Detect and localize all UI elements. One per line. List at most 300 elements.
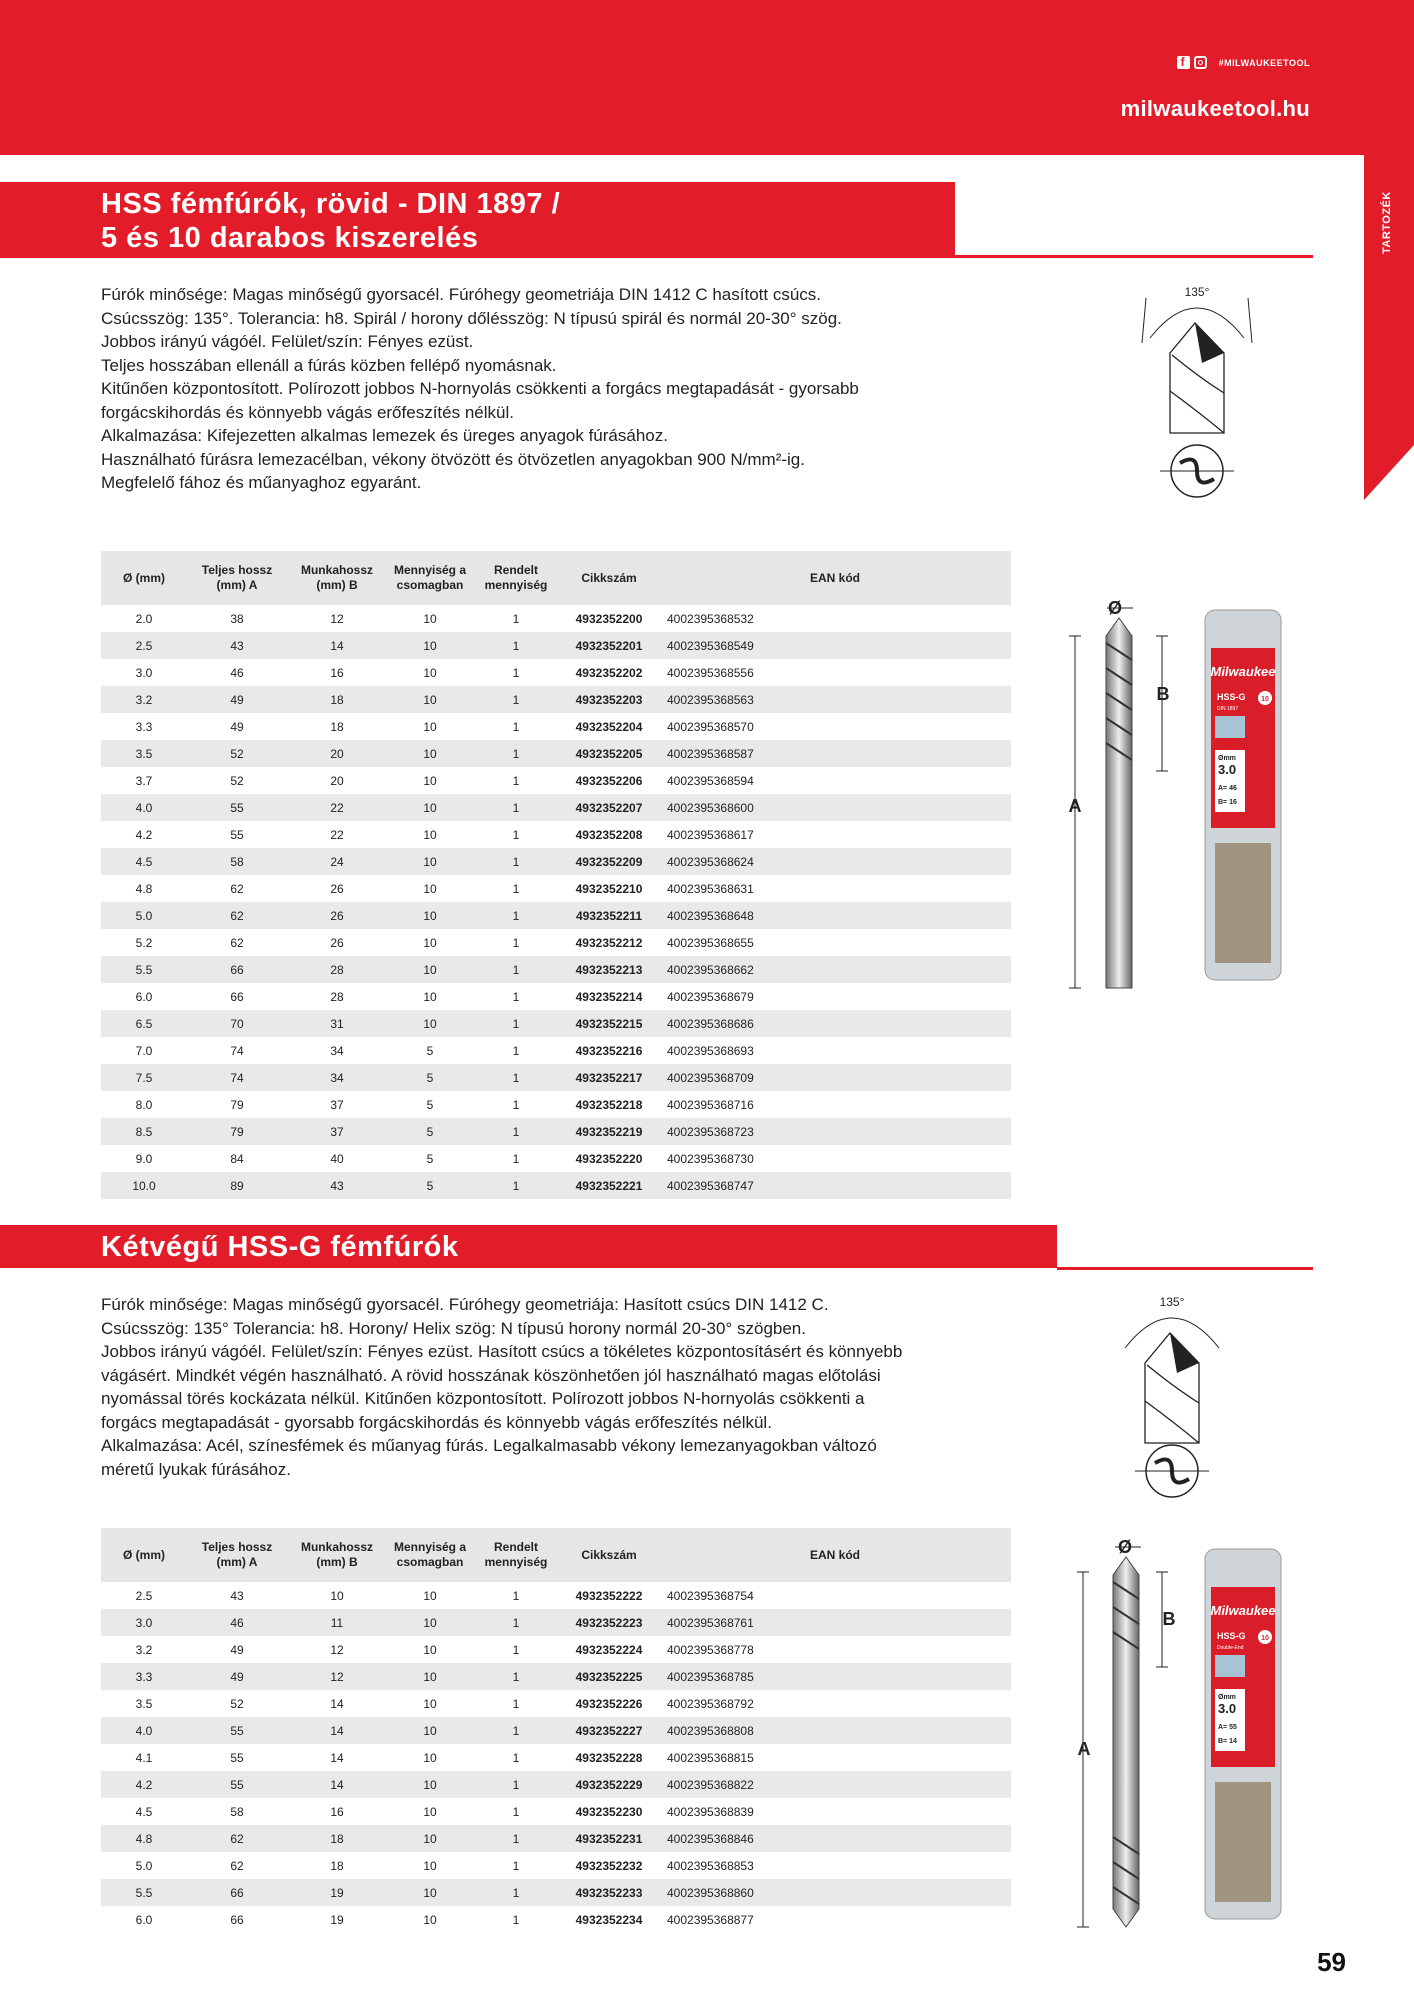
table-cell: 10 xyxy=(423,1858,437,1873)
table-row xyxy=(101,1609,1011,1636)
table-cell: 3.0 xyxy=(135,665,153,680)
table-cell: 10 xyxy=(387,1717,473,1744)
ean-cell: 4002395368549 xyxy=(659,632,1011,659)
top-banner xyxy=(0,0,1414,155)
description-line: Fúrók minősége: Magas minőségű gyorsacél. Fúróhegy geometriája DIN 1412 C hasított csúcs. xyxy=(101,285,822,304)
table-row xyxy=(101,1879,1011,1906)
dim-diameter-label: Ø xyxy=(1107,598,1123,618)
column-header xyxy=(387,551,473,605)
table-row xyxy=(101,686,1011,713)
table-cell: 3.3 xyxy=(135,719,153,734)
table-cell: 18 xyxy=(330,1858,344,1873)
package-brand: Milwaukee xyxy=(1210,1603,1276,1618)
ean-cell: 4002395368839 xyxy=(667,1804,754,1819)
table-cell: 55 xyxy=(187,794,287,821)
table-cell: 1 xyxy=(512,1804,520,1819)
table-cell: 28 xyxy=(330,989,344,1004)
package-type: HSS-G xyxy=(1217,692,1246,702)
table-cell: 5.5 xyxy=(101,1879,187,1906)
table-cell: 10 xyxy=(387,956,473,983)
table-cell: 10.0 xyxy=(101,1172,187,1199)
ean-cell: 4002395368853 xyxy=(667,1858,754,1873)
table-row xyxy=(101,794,1011,821)
column-header xyxy=(287,551,387,605)
description-line: Használható fúrásra lemezacélban, vékony ötvözött és ötvözetlen anyagokban 900 N/mm²-ig. xyxy=(101,449,805,469)
column-header-text: (mm) B xyxy=(316,1555,358,1569)
table-cell: 10 xyxy=(387,902,473,929)
table-cell: 1 xyxy=(473,1825,559,1852)
table-cell: 58 xyxy=(187,848,287,875)
table-cell: 1 xyxy=(473,1064,559,1091)
column-header-text: (mm) A xyxy=(216,1555,258,1569)
table-cell: 1 xyxy=(473,1010,559,1037)
section2-spec-table xyxy=(101,1528,1011,1933)
table-cell: 3.2 xyxy=(101,686,187,713)
ean-cell: 4002395368563 xyxy=(659,686,1011,713)
table-cell: 10 xyxy=(387,1663,473,1690)
table-cell: 66 xyxy=(187,956,287,983)
column-header-text: csomagban xyxy=(396,1555,464,1569)
table-cell: 43 xyxy=(187,632,287,659)
table-row xyxy=(101,1118,1011,1145)
table-cell: 3.3 xyxy=(101,1663,187,1690)
column-header xyxy=(387,1528,473,1582)
table-header-row xyxy=(101,1528,1011,1582)
drill-bit xyxy=(1106,618,1132,988)
table-cell: 55 xyxy=(230,1750,244,1765)
column-header-text: EAN kód xyxy=(809,570,860,585)
table-row xyxy=(101,1172,1011,1199)
table-cell: 4.2 xyxy=(101,1771,187,1798)
ean-cell: 4002395368532 xyxy=(667,611,754,626)
ean-cell: 4002395368778 xyxy=(667,1642,754,1657)
table-cell: 1 xyxy=(512,989,520,1004)
table-cell: 66 xyxy=(230,989,244,1004)
part-number-cell: 4932352223 xyxy=(559,1609,659,1636)
table-cell: 1 xyxy=(473,632,559,659)
table-cell: 49 xyxy=(187,1663,287,1690)
ean-cell: 4002395368822 xyxy=(659,1771,1011,1798)
page-number: 59 xyxy=(1317,1947,1346,1977)
table-cell: 10 xyxy=(423,935,437,950)
table-cell: 5 xyxy=(387,1064,473,1091)
table-cell: 1 xyxy=(512,1151,520,1166)
part-number-cell: 4932352208 xyxy=(575,827,643,842)
table-cell: 2.5 xyxy=(135,1588,153,1603)
table-cell: 49 xyxy=(187,686,287,713)
part-number-cell: 4932352231 xyxy=(559,1825,659,1852)
column-header-text: Mennyiség a xyxy=(393,1540,467,1554)
part-number-cell: 4932352219 xyxy=(559,1118,659,1145)
table-cell: 74 xyxy=(187,1064,287,1091)
column-header xyxy=(559,1528,659,1582)
description-line: vágásért. Mindkét végén használható. A rövid hosszának köszönhetően jól használható magas előtolási xyxy=(101,1365,881,1385)
table-cell: 62 xyxy=(230,881,244,896)
table-cell: 14 xyxy=(287,1717,387,1744)
package-a: A= 46 xyxy=(1218,785,1237,792)
drill-tip-outline xyxy=(1170,323,1224,433)
table-cell: 14 xyxy=(330,1696,344,1711)
part-number-cell: 4932352204 xyxy=(575,719,643,734)
table-cell: 7.0 xyxy=(135,1043,153,1058)
column-header xyxy=(187,1528,287,1582)
package-b: B= 16 xyxy=(1218,799,1237,806)
section1-title-line2: 5 és 10 darabos kiszerelés xyxy=(101,222,479,254)
package-qty: 10 xyxy=(1261,1635,1269,1642)
part-number-cell: 4932352233 xyxy=(559,1879,659,1906)
ean-cell: 4002395368655 xyxy=(667,935,754,950)
table-cell: 10 xyxy=(423,1642,437,1657)
ean-cell: 4002395368709 xyxy=(659,1064,1011,1091)
table-cell: 26 xyxy=(330,881,344,896)
column-header-text: Munkahossz xyxy=(300,1540,373,1554)
section1-rule xyxy=(955,255,1313,258)
part-number-cell: 4932352207 xyxy=(559,794,659,821)
table-cell: 55 xyxy=(230,827,244,842)
table-cell: 4.0 xyxy=(101,1717,187,1744)
table-cell: 22 xyxy=(330,827,344,842)
section1-tip-diagram xyxy=(1140,283,1260,503)
table-cell: 52 xyxy=(230,1696,244,1711)
table-cell: 28 xyxy=(287,956,387,983)
side-tab xyxy=(1364,155,1414,500)
column-header xyxy=(473,1528,559,1582)
section1-spec-table xyxy=(101,551,1011,1199)
table-cell: 14 xyxy=(287,1771,387,1798)
table-cell: 40 xyxy=(330,1151,344,1166)
table-cell: 11 xyxy=(287,1609,387,1636)
table-cell: 19 xyxy=(287,1879,387,1906)
table-cell: 1 xyxy=(473,740,559,767)
table-cell: 5 xyxy=(426,1043,434,1058)
table-row xyxy=(101,1582,1011,1609)
section1-angle-label: 135° xyxy=(1184,285,1210,299)
table-cell: 18 xyxy=(330,719,344,734)
table-cell: 1 xyxy=(512,1043,520,1058)
description-line: nyomással törés kockázata nélkül. Kitűnően központosított. Polírozott jobbos N-hornyolás csökkenti a xyxy=(101,1389,865,1408)
table-cell: 4.8 xyxy=(101,1825,187,1852)
table-row xyxy=(101,1825,1011,1852)
table-cell: 10 xyxy=(423,881,437,896)
table-row xyxy=(101,740,1011,767)
table-cell: 79 xyxy=(230,1097,244,1112)
section2-header xyxy=(0,1225,1057,1268)
package-size-label: Ømm xyxy=(1218,1694,1236,1701)
table-cell: 46 xyxy=(187,1609,287,1636)
table-cell: 1 xyxy=(473,1609,559,1636)
table-cell: 62 xyxy=(187,902,287,929)
table-cell: 1 xyxy=(512,773,520,788)
description-line: Jobbos irányú vágóél. Felület/szín: Fényes ezüst. Hasított csúcs a tökéletes központosításért és könnyebb xyxy=(101,1342,903,1361)
table-cell: 1 xyxy=(473,1879,559,1906)
ean-cell: 4002395368792 xyxy=(667,1696,754,1711)
table-cell: 10 xyxy=(423,773,437,788)
table-cell: 1 xyxy=(512,1588,520,1603)
ean-cell: 4002395368808 xyxy=(659,1717,1011,1744)
package-sub: DIN 1897 xyxy=(1217,706,1239,712)
table-cell: 1 xyxy=(512,1696,520,1711)
table-cell: 5 xyxy=(426,1097,434,1112)
package-size-label: Ømm xyxy=(1218,755,1236,762)
column-header-text: (mm) A xyxy=(216,578,258,592)
part-number-cell: 4932352224 xyxy=(575,1642,643,1657)
column-header-text: Cikkszám xyxy=(581,1547,637,1562)
table-cell: 34 xyxy=(330,1043,344,1058)
drill-tip-outline xyxy=(1145,1333,1199,1443)
part-number-cell: 4932352222 xyxy=(575,1588,643,1603)
table-cell: 31 xyxy=(287,1010,387,1037)
table-row xyxy=(101,605,1011,632)
description-line: forgács megtapadását - gyorsabb forgácskihordás és könnyebb vágás erőfeszítés nélkül. xyxy=(101,1412,772,1432)
part-number-cell: 4932352228 xyxy=(575,1750,643,1765)
table-cell: 24 xyxy=(287,848,387,875)
dim-a-label: A xyxy=(1077,1739,1091,1759)
table-row xyxy=(101,983,1011,1010)
table-cell: 19 xyxy=(330,1912,344,1927)
table-cell: 18 xyxy=(287,1825,387,1852)
table-cell: 3.0 xyxy=(101,1609,187,1636)
table-cell: 10 xyxy=(387,794,473,821)
column-header-text: Mennyiség a xyxy=(393,563,467,577)
package-b: B= 14 xyxy=(1218,1738,1237,1745)
column-header xyxy=(101,551,187,605)
table-row xyxy=(101,1852,1011,1879)
table-cell: 12 xyxy=(287,1663,387,1690)
table-cell: 16 xyxy=(330,1804,344,1819)
description-line: Alkalmazása: Acél, színesfémek és műanyag fúrás. Legalkalmasabb vékony lemezanyagokban változó xyxy=(101,1436,877,1455)
table-row xyxy=(101,1663,1011,1690)
description-line: Csúcsszög: 135° Tolerancia: h8. Horony/ Helix szög: N típusú horony normál 20-30° szögben. xyxy=(101,1318,806,1338)
table-row xyxy=(101,1037,1011,1064)
table-cell: 8.5 xyxy=(101,1118,187,1145)
table-cell: 62 xyxy=(187,1825,287,1852)
table-row xyxy=(101,1064,1011,1091)
section2-product-image xyxy=(1055,1537,1295,1937)
part-number-cell: 4932352211 xyxy=(559,902,659,929)
ean-cell: 4002395368600 xyxy=(659,794,1011,821)
table-cell: 1 xyxy=(512,827,520,842)
table-cell: 1 xyxy=(512,881,520,896)
dim-a-label: A xyxy=(1068,796,1082,816)
table-cell: 3.5 xyxy=(101,740,187,767)
part-number-cell: 4932352230 xyxy=(575,1804,643,1819)
table-cell: 58 xyxy=(230,1804,244,1819)
part-number-cell: 4932352220 xyxy=(575,1151,643,1166)
part-number-cell: 4932352218 xyxy=(575,1097,643,1112)
column-header-text: Rendelt xyxy=(493,563,538,577)
table-cell: 37 xyxy=(287,1118,387,1145)
table-cell: 10 xyxy=(423,989,437,1004)
table-cell: 66 xyxy=(187,1879,287,1906)
ean-cell: 4002395368631 xyxy=(667,881,754,896)
description-line: Kitűnően központosított. Polírozott jobbos N-hornyolás csökkenti a forgács megtapadását - gyorsabb xyxy=(101,379,859,398)
table-cell: 4.0 xyxy=(101,794,187,821)
section1-header xyxy=(0,182,955,258)
package-a: A= 55 xyxy=(1218,1724,1237,1731)
part-number-cell: 4932352232 xyxy=(575,1858,643,1873)
section2-description xyxy=(101,1293,902,1481)
table-cell: 1 xyxy=(473,1771,559,1798)
table-row xyxy=(101,1010,1011,1037)
table-cell: 55 xyxy=(187,1717,287,1744)
ean-cell: 4002395368570 xyxy=(667,719,754,734)
part-number-cell: 4932352205 xyxy=(559,740,659,767)
part-number-cell: 4932352212 xyxy=(575,935,643,950)
table-cell: 1 xyxy=(473,848,559,875)
ean-cell: 4002395368747 xyxy=(659,1172,1011,1199)
table-cell: 79 xyxy=(187,1118,287,1145)
column-header-text: Ø (mm) xyxy=(123,1547,165,1562)
table-cell: 66 xyxy=(230,1912,244,1927)
table-cell: 5 xyxy=(387,1118,473,1145)
table-cell: 3.2 xyxy=(135,1642,153,1657)
table-cell: 1 xyxy=(512,1858,520,1873)
website-link[interactable]: milwaukeetool.hu xyxy=(1120,96,1310,121)
ean-cell: 4002395368686 xyxy=(659,1010,1011,1037)
table-row xyxy=(101,821,1011,848)
table-cell: 3.7 xyxy=(135,773,153,788)
section1-description xyxy=(101,283,859,495)
part-number-cell: 4932352203 xyxy=(559,686,659,713)
part-number-cell: 4932352214 xyxy=(575,989,643,1004)
column-header xyxy=(101,1528,187,1582)
part-number-cell: 4932352215 xyxy=(559,1010,659,1037)
ean-cell: 4002395368679 xyxy=(667,989,754,1004)
table-cell: 43 xyxy=(287,1172,387,1199)
table-cell: 4.2 xyxy=(135,827,153,842)
column-header xyxy=(473,551,559,605)
part-number-cell: 4932352229 xyxy=(559,1771,659,1798)
table-row xyxy=(101,767,1011,794)
column-header-text: EAN kód xyxy=(809,1547,860,1562)
part-number-cell: 4932352206 xyxy=(575,773,643,788)
table-cell: 10 xyxy=(387,1825,473,1852)
column-header-text: Cikkszám xyxy=(581,570,637,585)
ean-cell: 4002395368556 xyxy=(667,665,754,680)
part-number-cell: 4932352201 xyxy=(559,632,659,659)
ean-cell: 4002395368730 xyxy=(667,1151,754,1166)
table-row xyxy=(101,1717,1011,1744)
table-cell: 10 xyxy=(423,1696,437,1711)
column-header-text: Teljes hossz xyxy=(201,563,273,577)
column-header-text: mennyiség xyxy=(484,1555,548,1569)
table-cell: 3.5 xyxy=(135,1696,153,1711)
facebook-icon[interactable] xyxy=(1177,56,1190,69)
hashtag: #MILWAUKEETOOL xyxy=(1218,57,1310,68)
table-row xyxy=(101,1091,1011,1118)
part-number-cell: 4932352213 xyxy=(559,956,659,983)
package-bits xyxy=(1215,1782,1271,1902)
table-cell: 84 xyxy=(230,1151,244,1166)
table-cell: 5.2 xyxy=(135,935,153,950)
table-cell: 6.0 xyxy=(135,989,153,1004)
table-cell: 26 xyxy=(287,902,387,929)
table-cell: 1 xyxy=(512,1642,520,1657)
ean-cell: 4002395368587 xyxy=(659,740,1011,767)
part-number-cell: 4932352210 xyxy=(575,881,643,896)
description-line: méretű lyukak fúrásához. xyxy=(101,1459,291,1479)
table-cell: 1 xyxy=(473,956,559,983)
table-cell: 43 xyxy=(230,1588,244,1603)
table-cell: 1 xyxy=(512,719,520,734)
table-cell: 10 xyxy=(387,632,473,659)
package-type: HSS-G xyxy=(1217,1631,1246,1641)
table-cell: 10 xyxy=(423,665,437,680)
instagram-icon[interactable] xyxy=(1194,56,1207,69)
table-cell: 10 xyxy=(330,1588,344,1603)
table-row xyxy=(101,1771,1011,1798)
ean-cell: 4002395368815 xyxy=(667,1750,754,1765)
part-number-cell: 4932352202 xyxy=(575,665,643,680)
ean-cell: 4002395368716 xyxy=(667,1097,754,1112)
table-cell: 2.5 xyxy=(101,632,187,659)
package-size: 3.0 xyxy=(1218,1701,1237,1716)
table-row xyxy=(101,902,1011,929)
section2-angle-label: 135° xyxy=(1159,1295,1185,1309)
table-cell: 1 xyxy=(512,935,520,950)
table-cell: 38 xyxy=(230,611,244,626)
ean-cell: 4002395368594 xyxy=(667,773,754,788)
table-row xyxy=(101,1906,1011,1933)
ean-cell: 4002395368860 xyxy=(659,1879,1011,1906)
part-number-cell: 4932352209 xyxy=(559,848,659,875)
table-row xyxy=(101,929,1011,956)
ean-cell: 4002395368662 xyxy=(659,956,1011,983)
table-cell: 12 xyxy=(330,611,344,626)
table-cell: 18 xyxy=(287,686,387,713)
table-cell: 4.1 xyxy=(135,1750,153,1765)
table-cell: 1 xyxy=(512,1912,520,1927)
table-cell: 10 xyxy=(423,611,437,626)
dim-diameter-label: Ø xyxy=(1117,1537,1133,1557)
table-row xyxy=(101,956,1011,983)
part-number-cell: 4932352225 xyxy=(559,1663,659,1690)
section2-rule xyxy=(1057,1267,1313,1270)
table-cell: 74 xyxy=(230,1043,244,1058)
dim-b-label: B xyxy=(1156,684,1170,704)
table-cell: 20 xyxy=(330,773,344,788)
part-number-cell: 4932352200 xyxy=(575,611,643,626)
description-line: Teljes hosszában ellenáll a fúrás közben fellépő nyomásnak. xyxy=(101,355,557,375)
table-cell: 14 xyxy=(287,632,387,659)
section2-tip-diagram xyxy=(1125,1293,1245,1513)
ean-cell: 4002395368624 xyxy=(659,848,1011,875)
table-cell: 10 xyxy=(387,1010,473,1037)
table-cell: 5.0 xyxy=(101,902,187,929)
table-cell: 9.0 xyxy=(135,1151,153,1166)
section2-title: Kétvégű HSS-G fémfúrók xyxy=(101,1231,459,1263)
description-line: Fúrók minősége: Magas minőségű gyorsacél. Fúróhegy geometriája: Hasított csúcs DIN 1412 C. xyxy=(101,1295,829,1314)
column-header xyxy=(287,1528,387,1582)
table-cell: 1 xyxy=(473,1663,559,1690)
table-cell: 10 xyxy=(423,719,437,734)
section1-title xyxy=(101,187,560,255)
part-number-cell: 4932352226 xyxy=(575,1696,643,1711)
table-cell: 7.5 xyxy=(101,1064,187,1091)
table-cell: 5.0 xyxy=(135,1858,153,1873)
table-cell: 1 xyxy=(512,1750,520,1765)
ean-cell: 4002395368761 xyxy=(659,1609,1011,1636)
table-row xyxy=(101,1744,1011,1771)
column-header xyxy=(659,551,1011,605)
table-cell: 1 xyxy=(473,686,559,713)
description-line: forgácskihordás és könnyebb vágás erőfeszítés nélkül. xyxy=(101,402,514,422)
column-header-text: mennyiség xyxy=(484,578,548,592)
table-row xyxy=(101,1145,1011,1172)
table-cell: 1 xyxy=(512,665,520,680)
table-row xyxy=(101,1798,1011,1825)
table-row xyxy=(101,659,1011,686)
